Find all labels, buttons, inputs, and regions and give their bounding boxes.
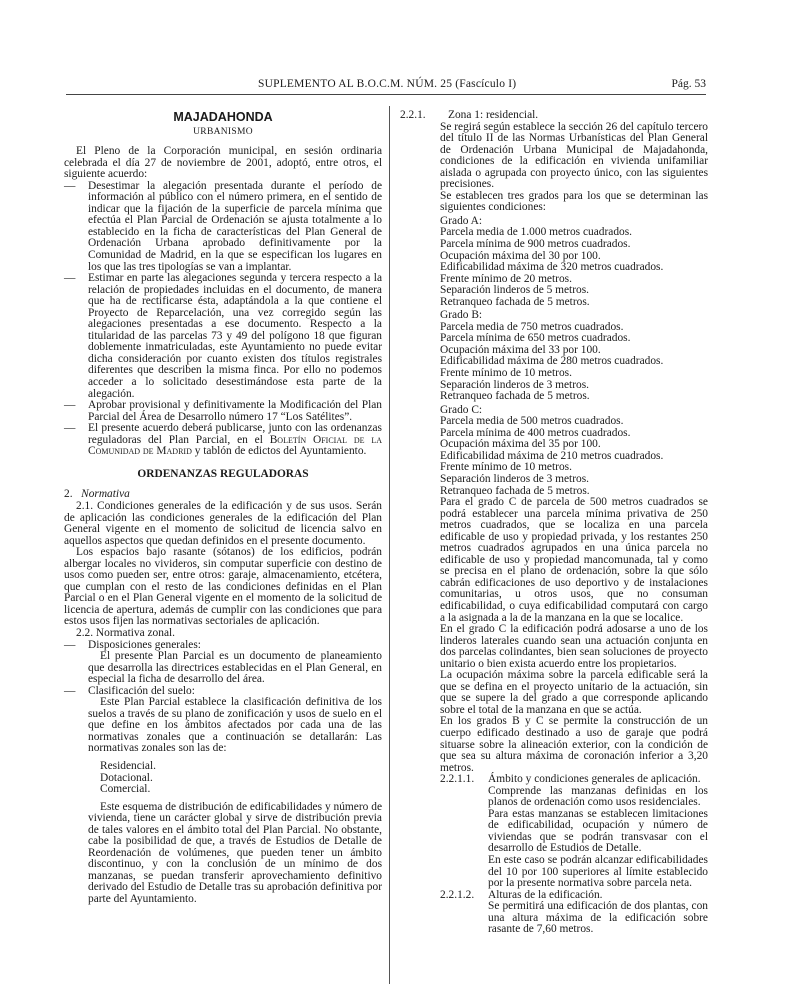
grado-a-line: Frente mínimo de 20 metros. — [440, 272, 572, 285]
intro-paragraph: El Pleno de la Corporación municipal, en sesión ordinaria celebrada el día 27 de noviembre de 2001, adoptó, entre otros, el siguiente acuerdo: — [64, 145, 382, 181]
dash-mark: — — [64, 399, 76, 412]
grado-b-line: Ocupación máxima del 33 por 100. — [440, 343, 601, 356]
agreement-item-3 — [64, 400, 382, 423]
zone-1-intro: Se regirá según establece la sección 26 del capítulo tercero del título II de las Normas Urbanísticas del Plan General de Ordenación Urbana Municipal de Majadahonda, condiciones de la edificación en vivienda unifamiliar aislada o agrupada con proyecto único, con las siguientes precisiones. — [440, 120, 708, 191]
agreement-item-text: Estimar en parte las alegaciones segunda y tercera respecto a la relación de propiedades incluidas en el documento, de manera que ha de rectificarse ésta, adaptándola a la que contiene el Proyecto de Reparcelación, una vez corregido según las alegaciones presentadas a ese documento. Respecto a la titularidad de las parcelas 73 y 49 del polígono 18 que figuran doblemente inmatriculadas, este Ayuntamiento no puede evitar dicha consideración por cuanto existen dos títulos registrales diferentes que describen la misma finca. Por ello no podemos acceder a lo solicitado desestimándose esta parte de la alegación. — [88, 272, 382, 400]
zone-1-title: Zona 1: residencial. — [448, 109, 539, 121]
grado-c-line: Ocupación máxima del 35 por 100. — [440, 438, 601, 451]
grado-c-paragraph: En los grados B y C se permite la construcción de un cuerpo edificado destinado a uso de garaje que podrá situarse sobre la alineación exterior, con la condición de que sea su altura máxima de coronación inferior a 3,20 metros. — [440, 715, 708, 774]
section-2-2-1-2-heading — [400, 890, 708, 902]
boletin-name: Boletín Oficial de la Comunidad de Madrid — [88, 433, 382, 458]
section-2-2-1-1-text: Comprende las manzanas definidas en los planos de ordenación como usos residenciales. — [488, 784, 708, 809]
normativa-number: 2. — [64, 488, 73, 501]
grado-b-line: Retranqueo fachada de 5 metros. — [440, 390, 590, 403]
grado-c-line: Parcela media de 500 metros cuadrados. — [440, 415, 624, 428]
grado-b-line: Parcela media de 750 metros cuadrados. — [440, 320, 624, 333]
zone-1-number: 2.2.1. — [400, 109, 426, 121]
section-2-2: 2.2. Normativa zonal. — [76, 626, 176, 639]
grado-c-line: Edificabilidad máxima de 210 metros cuadrados. — [440, 449, 664, 462]
section-2-2-1-2-number: 2.2.1.2. — [440, 888, 475, 901]
grado-b-line: Separación linderos de 3 metros. — [440, 378, 589, 391]
disposiciones-item — [64, 640, 382, 652]
zone-residencial: Residencial. — [100, 759, 156, 772]
grado-b-line: Frente mínimo de 10 metros. — [440, 367, 572, 380]
clasificacion-item — [64, 686, 382, 698]
page-header — [66, 78, 706, 94]
zone-1-heading — [400, 110, 708, 122]
grado-a-line: Edificabilidad máxima de 320 metros cuadrados. — [440, 261, 664, 274]
section-2-2-1-2-text: Se permitirá una edificación de dos plantas, con una altura máxima de la edificación sobre rasante de 7,60 metros. — [488, 900, 708, 936]
agreement-item-2 — [64, 273, 382, 400]
grado-b-line: Parcela mínima de 650 metros cuadrados. — [440, 332, 631, 345]
agreement-item-text: Aprobar provisional y definitivamente la Modificación del Plan Parcial del Área de Desarrollo número 17 “Los Satélites”. — [88, 399, 382, 423]
agreement-item-text: Desestimar la alegación presentada durante el período de información al público con el número primera, en el sentido de indicar que la fijación de la superficie de parcela mínima que efectúa el Plan Parcial de Ordenación se ajusta totalmente a lo establecido en la ficha de características del Plan General de Ordenación Urbana aprobado definitivamente por la Comunidad de Madrid, en la que se especifican los lugares en los que las tres tipologías se van a implantar. — [88, 179, 382, 273]
dash-mark: — — [64, 684, 76, 697]
dash-mark: — — [64, 179, 76, 192]
section-2-2-1-2-title: Alturas de la edificación. — [488, 888, 603, 901]
grado-a-line: Ocupación máxima del 30 por 100. — [440, 249, 601, 262]
section-2-1-basements: Los espacios bajo rasante (sótanos) de los edificios, podrán albergar locales no vivideros, sin computar superficie con destino de usos como pueden ser, entre otros: garaje, almacenamiento, etcétera, que cumplan con el resto de las condiciones definidas en el Plan Parcial o en el Plan General vigente en el momento de la solicitud de licencia de apertura, además de cumplir con las condiciones que para estos usos fijen las normativas sectoriales de aplicación. — [64, 546, 382, 628]
column-divider — [389, 106, 390, 984]
header-rule — [66, 94, 706, 95]
grado-c-line: Parcela mínima de 400 metros cuadrados. — [440, 426, 631, 439]
left-column — [64, 110, 382, 906]
grado-a-label: Grado A: — [440, 214, 483, 227]
grado-a-line: Parcela mínima de 900 metros cuadrados. — [440, 238, 631, 251]
agreement-item-4 — [64, 423, 382, 458]
grado-c-label: Grado C: — [440, 403, 483, 416]
section-2-1: 2.1. Condiciones generales de la edificación y de sus usos. Serán de aplicación las condiciones generales de la edificación del Plan General vigente en el momento de solicitud de licencia salvo en aquellos aspectos que quedan definidos en el presente documento. — [64, 499, 382, 547]
grado-c-line: Separación linderos de 3 metros. — [440, 472, 589, 485]
zone-1-grados: Se establecen tres grados para los que se determinan las siguientes condiciones: — [440, 189, 708, 214]
clasificacion-text: Este Plan Parcial establece la clasificación definitiva de los suelos a través de su plano de zonificación y usos de suelo en el que define en los ámbitos afectados por cada una de las normativas zonales que a continuación se detallarán: Las normativas zonales son las de: — [88, 696, 382, 755]
grado-c-paragraph: Para el grado C de parcela de 500 metros cuadrados se podrá establecer una parcela mínima privativa de 250 metros cuadrados, que se localiza en una parcela edificable de uso y propiedad privada, y los restantes 250 metros cuadrados agrupados en una única parcela no edificable de uso y propiedad mancomunada, tal y como se precisa en el plano de ordenación, sobre la que sólo cabrán edificaciones de uso deportivo y de instalaciones comunitarias, u otros usos, que no consuman edificabilidad, o cuya edificabilidad computará con cargo a la asignada a la de la manzana en la que se localice. — [440, 496, 708, 624]
grado-c-line: Retranqueo fachada de 5 metros. — [440, 484, 590, 497]
agreement-item-1 — [64, 181, 382, 273]
grado-c-paragraph: La ocupación máxima sobre la parcela edificable será la que se defina en el proyecto unitario de la actuación, sin que se supere la del grado a que corresponde aplicando sobre el total de la manzana en que se actúa. — [440, 669, 708, 716]
section-subheading: URBANISMO — [193, 126, 253, 137]
grado-c-line: Frente mínimo de 10 metros. — [440, 461, 572, 474]
disposiciones-text: El presente Plan Parcial es un documento de planeamiento que desarrolla las directrices establecidas en el Plan General, en especial la ficha de desarrollo del área. — [88, 650, 382, 686]
grado-a-line: Separación linderos de 5 metros. — [440, 284, 589, 297]
section-2-2-1-1-title: Ámbito y condiciones generales de aplicación. — [488, 773, 701, 786]
section-2-2-1-1-heading — [400, 774, 708, 786]
dash-mark: — — [64, 422, 76, 435]
right-column — [400, 110, 708, 936]
publication-title: SUPLEMENTO AL B.O.C.M. NÚM. 25 (Fascículo I) — [258, 78, 517, 90]
zone-dotacional: Dotacional. — [100, 771, 153, 784]
agreement-item-text: El presente acuerdo deberá publicarse, junto con las ordenanzas reguladoras del Plan Parcial, en el — [88, 422, 382, 446]
section-2-2-1-1-text: En este caso se podrán alcanzar edificabilidades del 10 por 100 superiores al límite establecido por la presente normativa sobre parcela neta. — [488, 854, 708, 890]
zone-comercial: Comercial. — [100, 783, 151, 796]
section-2-2-1-1-text: Para estas manzanas se establecen limitaciones de edificabilidad, ocupación y número de viviendas que se podrán transvasar con el desarrollo de Estudios de Detalle. — [488, 807, 708, 855]
municipality-heading: MAJADAHONDA — [173, 110, 273, 124]
grado-a-line: Retranqueo fachada de 5 metros. — [440, 295, 590, 308]
grado-b-line: Edificabilidad máxima de 280 metros cuadrados. — [440, 355, 664, 368]
page-number: Pág. 53 — [671, 78, 706, 90]
grado-a-line: Parcela media de 1.000 metros cuadrados. — [440, 226, 632, 239]
grado-b-label: Grado B: — [440, 309, 483, 322]
ordenanzas-heading: ORDENANZAS REGULADORAS — [137, 467, 309, 480]
clasificacion-label: Clasificación del suelo: — [88, 684, 195, 697]
agreement-item-text-end: y tablón de edictos del Ayuntamiento. — [191, 445, 367, 458]
disposiciones-label: Disposiciones generales: — [88, 638, 201, 651]
dash-mark: — — [64, 272, 76, 285]
grado-c-paragraph: En el grado C la edificación podrá adosarse a uno de los linderos laterales cuando sean una actuación conjunta en dos parcelas colindantes, bien sean soluciones de proyecto unitario o bien exista acuerdo entre los propietarios. — [440, 623, 708, 670]
section-2-2-1-1-number: 2.2.1.1. — [440, 773, 475, 786]
esquema-text: Este esquema de distribución de edificabilidades y número de vivienda, tiene un carácter global y sirve de distribución previa de tales valores en el ámbito total del Plan Parcial. No obstante, cabe la posibilidad de que, a través de Estudios de Detalle de Reordenación de volúmenes, que pueden tener un ámbito discontinuo, y con la conclusión de un mínimo de dos manzanas, se puedan transferir aprovechamiento definitivo derivado del Estudio de Detalle tras su aprobación definitiva por parte del Ayuntamiento. — [88, 800, 382, 905]
dash-mark: — — [64, 638, 76, 651]
normativa-title: Normativa — [81, 488, 130, 501]
